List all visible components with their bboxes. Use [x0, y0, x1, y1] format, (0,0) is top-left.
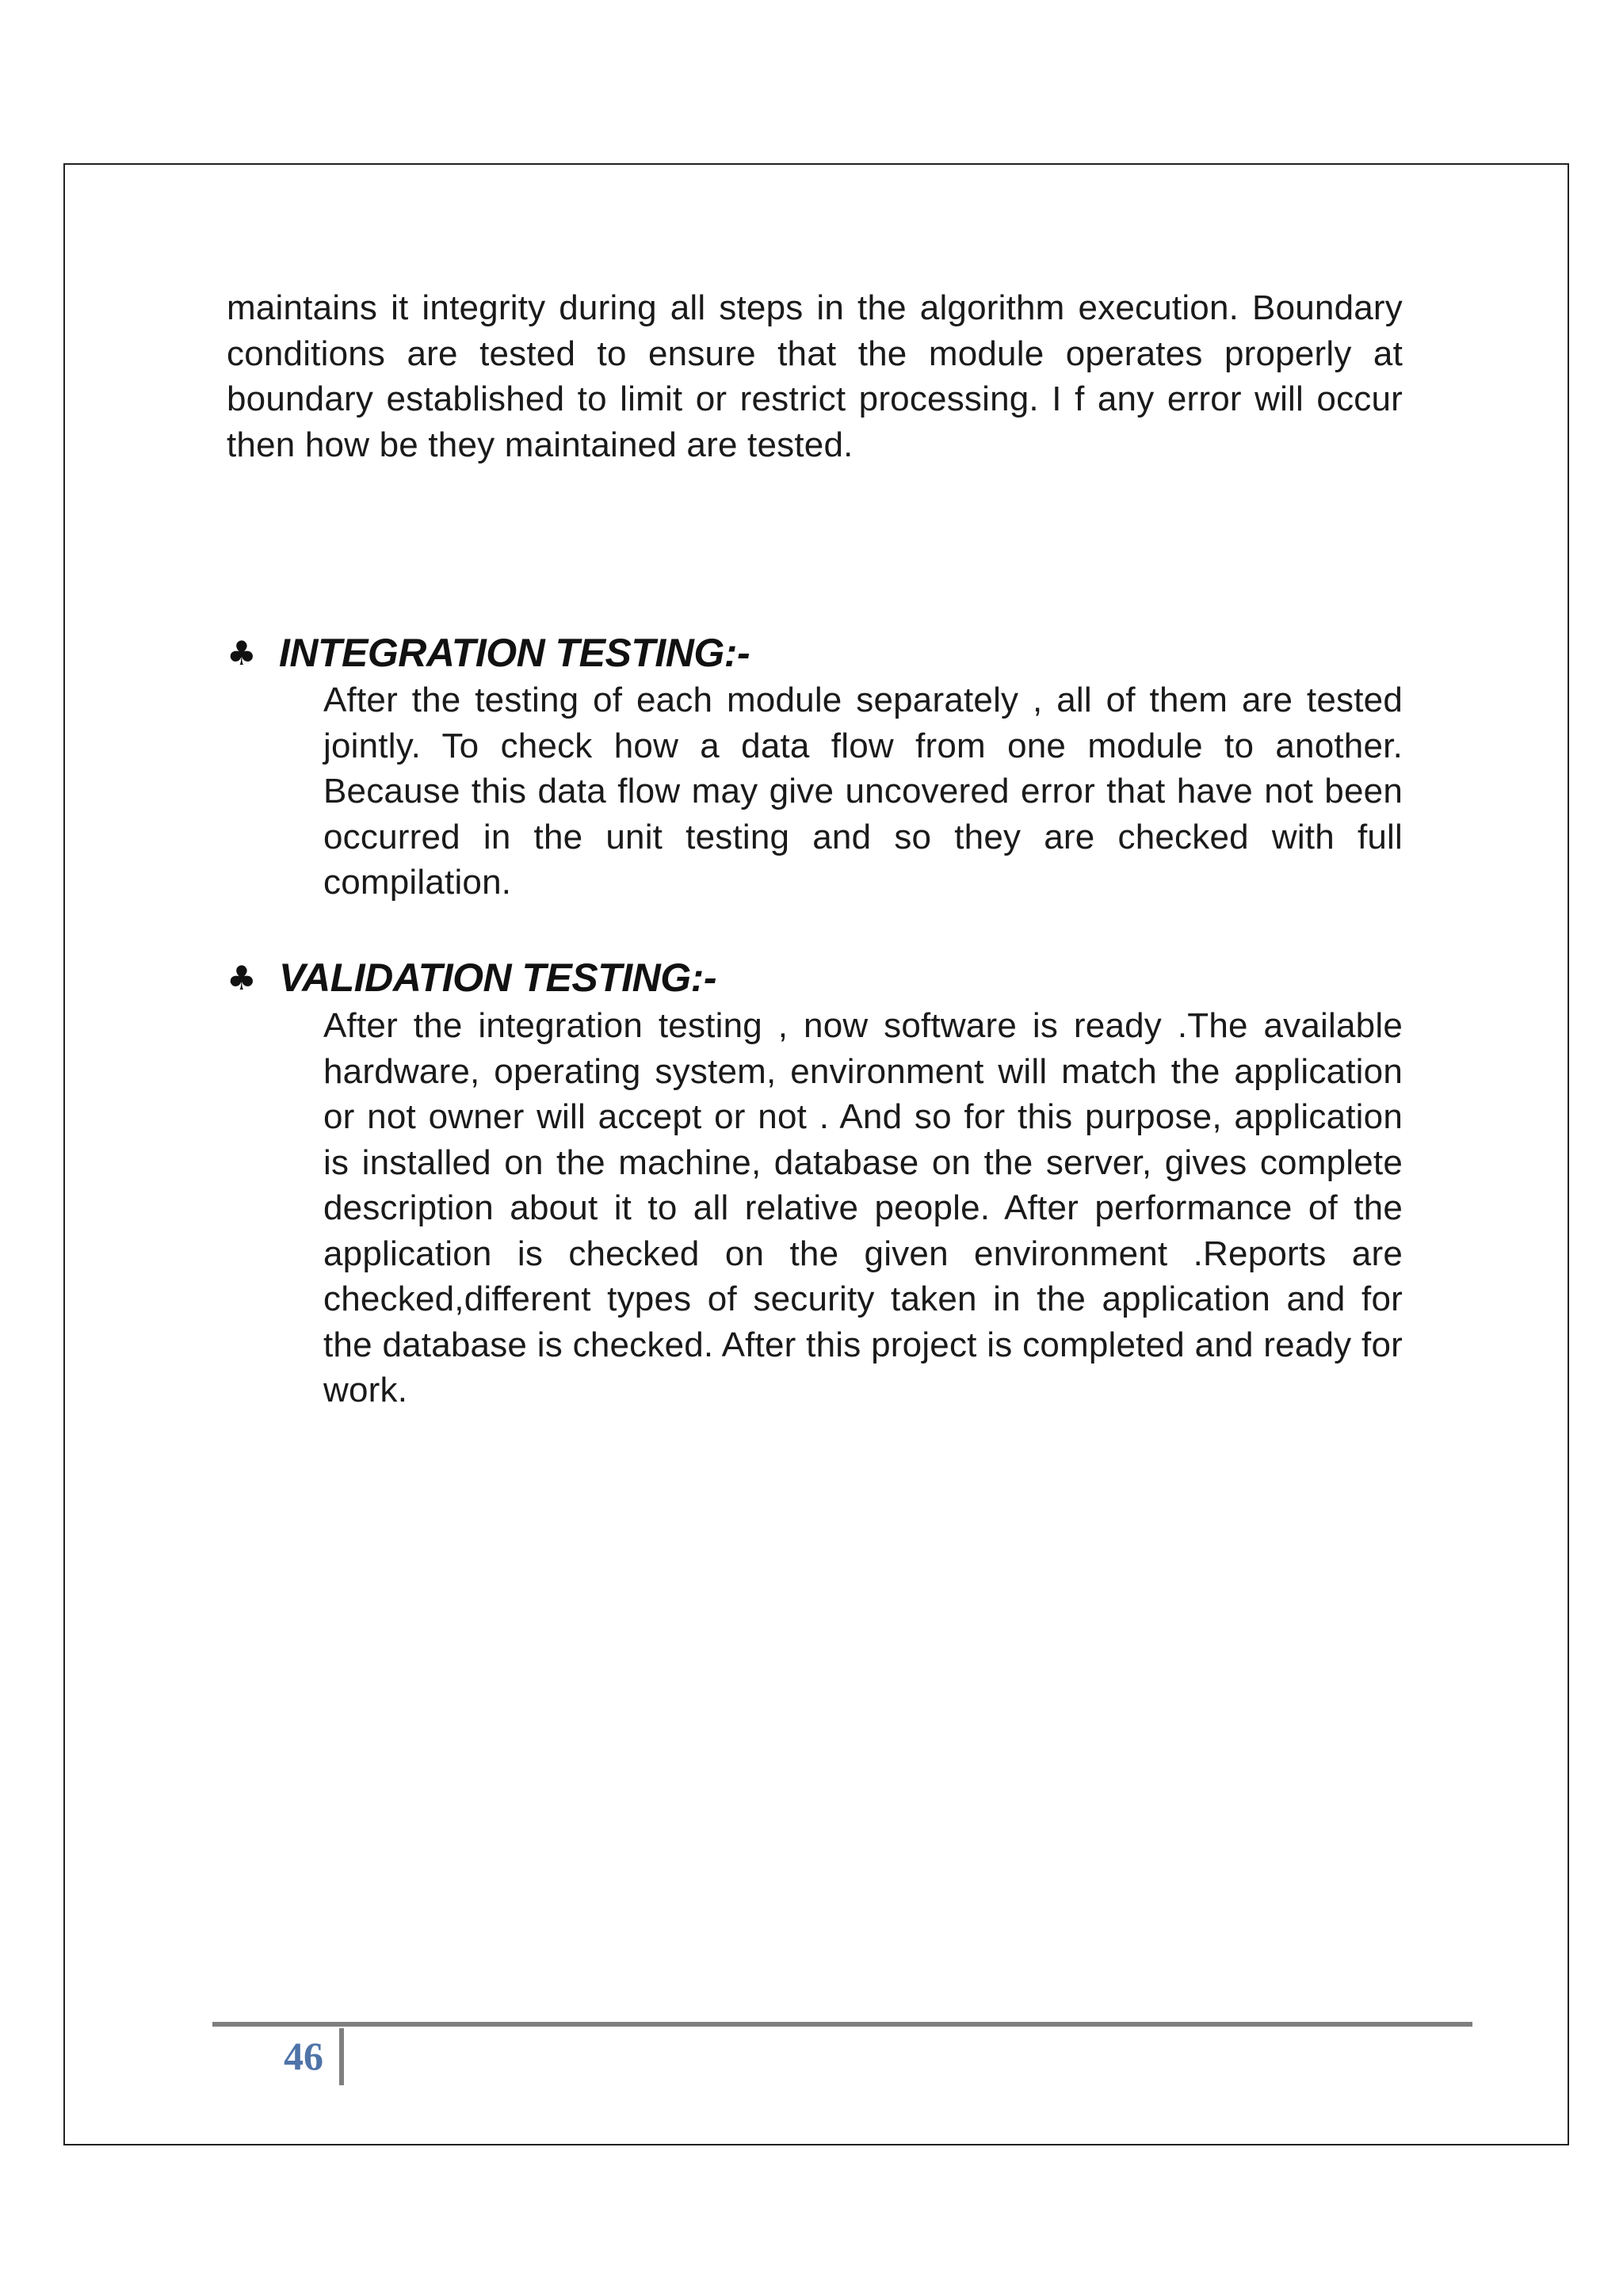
club-icon: ♣ [227, 958, 257, 997]
intro-paragraph: maintains it integrity during all steps in the algorithm execution. Boundary conditions are tested to ensure that the module operates properly at boundary established to limit or restrict processing. I f any error will occur then how be they maintained are tested. [227, 288, 1403, 464]
page-number: 46 [284, 2034, 323, 2078]
integration-testing-heading [227, 627, 750, 678]
integration-testing-body: After the testing of each module separately , all of them are tested jointly. To check how a data flow from one module to another. Because this data flow may give uncovered error that have not been occurred in the unit testing and so they are checked with full compilation. [323, 681, 1403, 902]
page-number-divider [339, 2028, 344, 2085]
club-icon: ♣ [227, 633, 257, 673]
footer-rule [212, 2022, 1472, 2027]
integration-testing-title: INTEGRATION TESTING:- [279, 631, 750, 675]
validation-testing-body: After the integration testing , now software is ready .The available hardware, operating system, environment will match the application or not owner will accept or not . And so for this purpose, application is installed on the machine, database on the server, gives complete description about it to all relative people. After performance of the application is checked on the given environment .Reports are checked,different types of security taken in the application and for the database is checked. After this project is completed and ready for work. [323, 1006, 1403, 1409]
validation-testing-heading [227, 952, 716, 1003]
validation-testing-title: VALIDATION TESTING:- [279, 955, 716, 1000]
